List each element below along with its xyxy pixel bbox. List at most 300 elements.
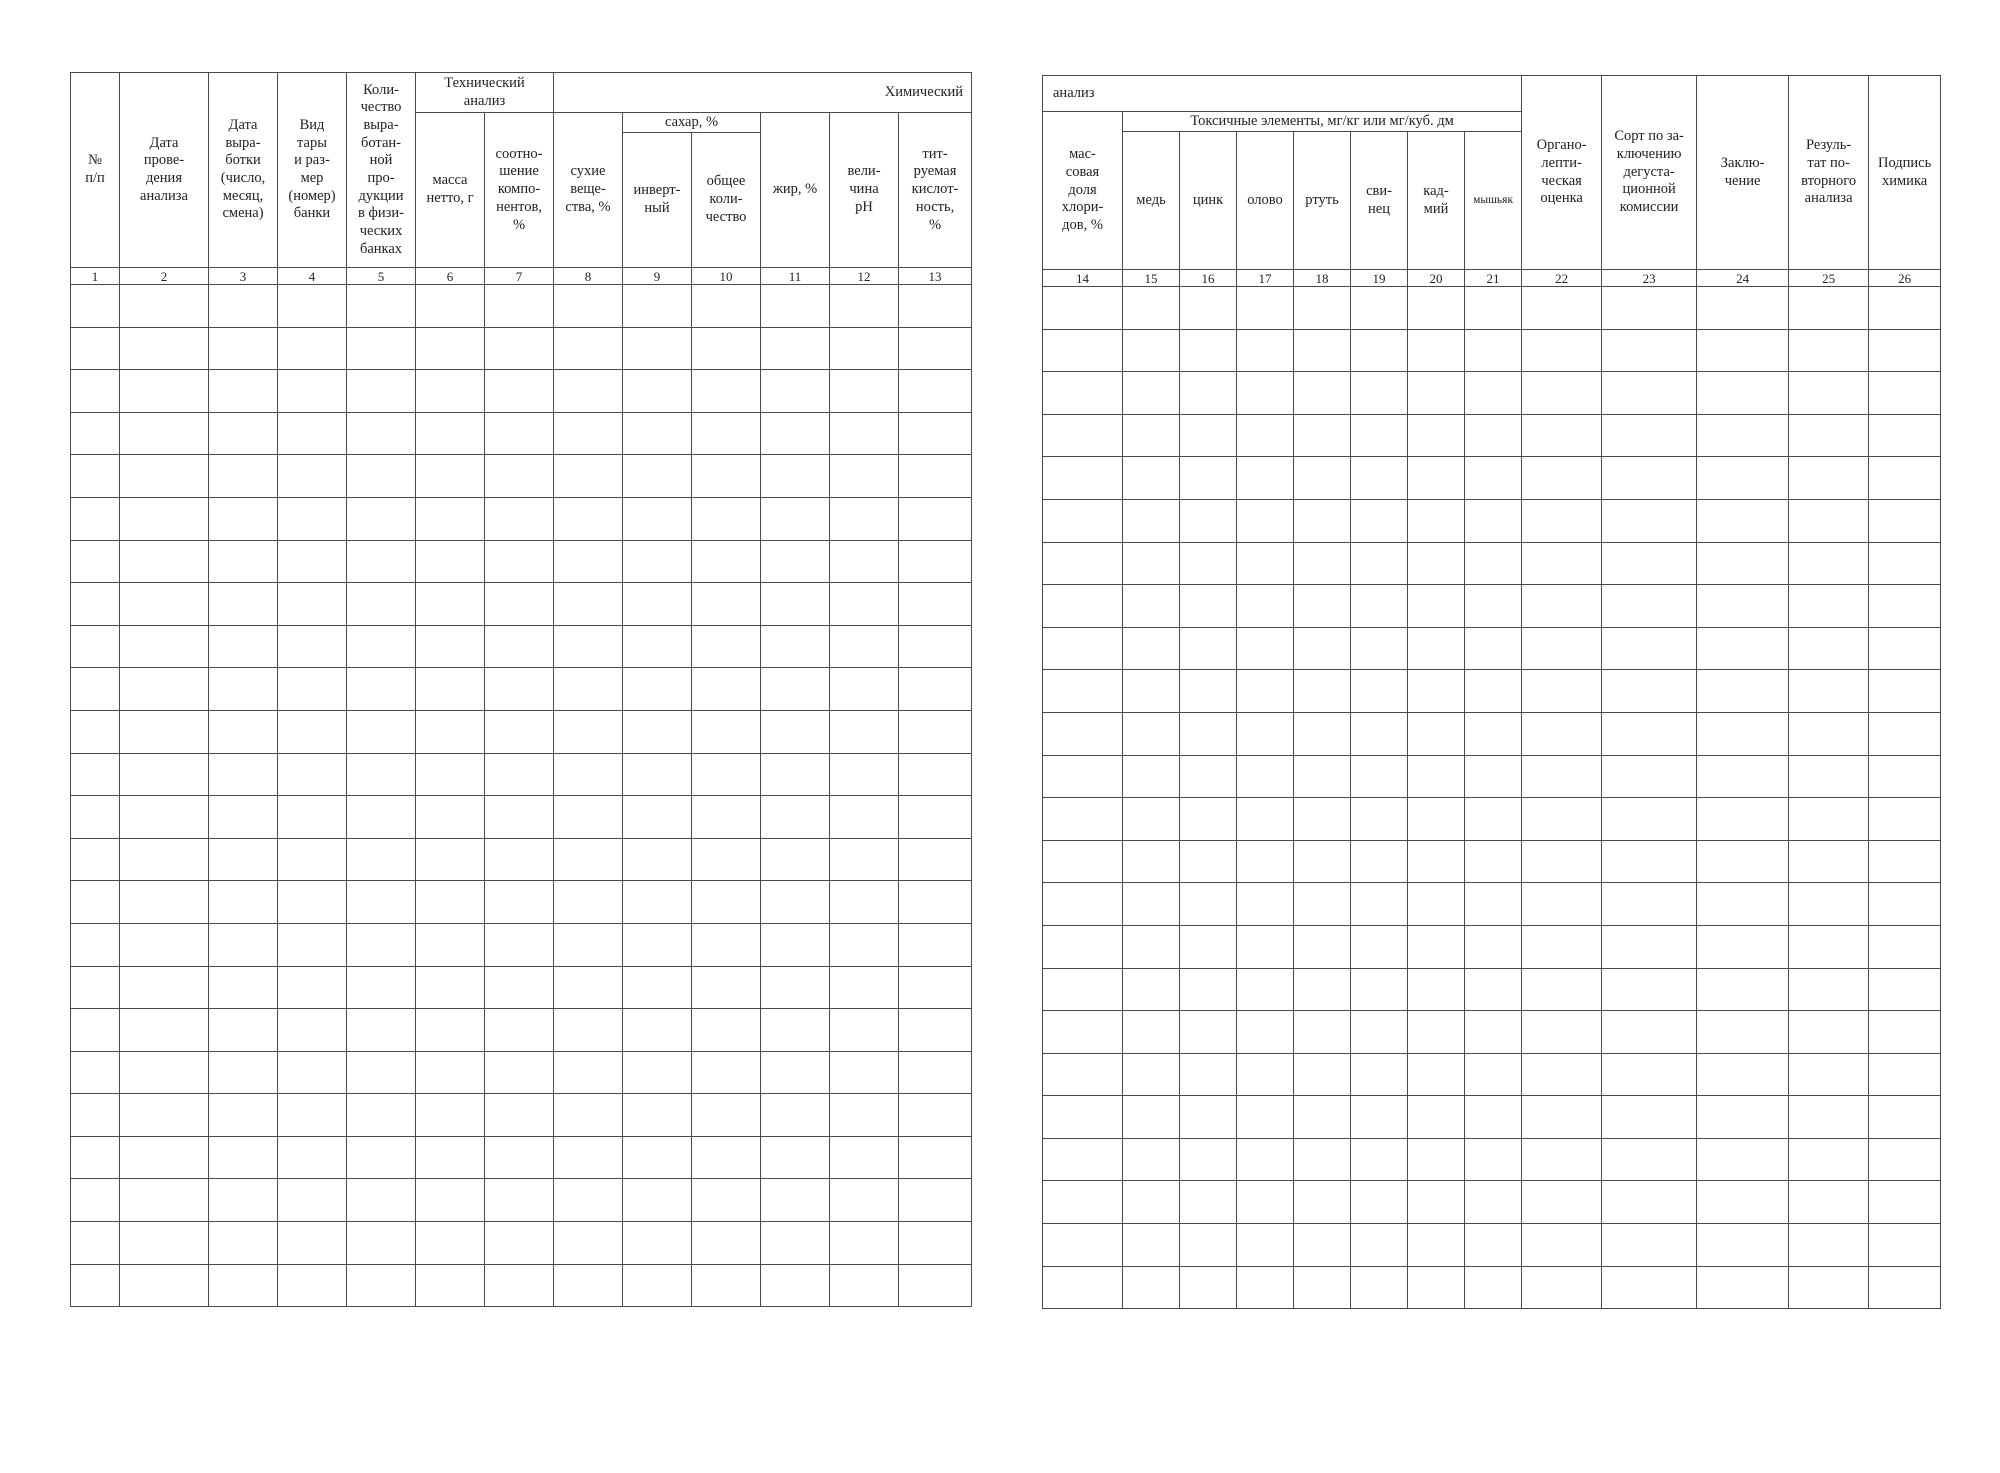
table-cell[interactable] xyxy=(1869,1138,1941,1181)
table-cell[interactable] xyxy=(1237,1224,1294,1267)
table-cell[interactable] xyxy=(1123,798,1180,841)
table-cell[interactable] xyxy=(554,881,623,924)
table-cell[interactable] xyxy=(1123,968,1180,1011)
table-cell[interactable] xyxy=(416,1222,485,1265)
table-cell[interactable] xyxy=(692,370,761,413)
table-cell[interactable] xyxy=(1237,329,1294,372)
table-cell[interactable] xyxy=(623,497,692,540)
table-cell[interactable] xyxy=(485,1222,554,1265)
table-cell[interactable] xyxy=(209,1179,278,1222)
table-cell[interactable] xyxy=(1465,287,1522,330)
table-cell[interactable] xyxy=(1237,457,1294,500)
table-cell[interactable] xyxy=(347,285,416,328)
table-cell[interactable] xyxy=(485,796,554,839)
table-cell[interactable] xyxy=(71,1179,120,1222)
table-cell[interactable] xyxy=(278,1179,347,1222)
table-cell[interactable] xyxy=(761,285,830,328)
table-cell[interactable] xyxy=(209,796,278,839)
table-cell[interactable] xyxy=(899,455,972,498)
table-cell[interactable] xyxy=(830,285,899,328)
table-cell[interactable] xyxy=(1294,329,1351,372)
table-cell[interactable] xyxy=(1294,1096,1351,1139)
table-cell[interactable] xyxy=(120,923,209,966)
table-cell[interactable] xyxy=(1602,883,1697,926)
table-cell[interactable] xyxy=(485,285,554,328)
table-cell[interactable] xyxy=(485,455,554,498)
table-cell[interactable] xyxy=(71,455,120,498)
table-cell[interactable] xyxy=(1237,627,1294,670)
table-cell[interactable] xyxy=(761,1136,830,1179)
table-cell[interactable] xyxy=(1465,968,1522,1011)
table-cell[interactable] xyxy=(120,540,209,583)
table-cell[interactable] xyxy=(209,710,278,753)
table-cell[interactable] xyxy=(1408,1011,1465,1054)
table-cell[interactable] xyxy=(692,1179,761,1222)
table-cell[interactable] xyxy=(623,710,692,753)
table-cell[interactable] xyxy=(1465,585,1522,628)
table-cell[interactable] xyxy=(278,1051,347,1094)
table-cell[interactable] xyxy=(71,796,120,839)
table-cell[interactable] xyxy=(1869,542,1941,585)
table-cell[interactable] xyxy=(1465,1224,1522,1267)
table-cell[interactable] xyxy=(278,753,347,796)
table-cell[interactable] xyxy=(1789,925,1869,968)
table-cell[interactable] xyxy=(1043,670,1123,713)
table-cell[interactable] xyxy=(623,796,692,839)
table-cell[interactable] xyxy=(416,1094,485,1137)
table-cell[interactable] xyxy=(1789,670,1869,713)
table-cell[interactable] xyxy=(761,753,830,796)
table-cell[interactable] xyxy=(1123,712,1180,755)
table-cell[interactable] xyxy=(209,1264,278,1307)
table-cell[interactable] xyxy=(1522,1181,1602,1224)
table-cell[interactable] xyxy=(899,966,972,1009)
table-cell[interactable] xyxy=(71,881,120,924)
table-cell[interactable] xyxy=(209,1009,278,1052)
table-cell[interactable] xyxy=(1180,670,1237,713)
table-cell[interactable] xyxy=(1522,1096,1602,1139)
table-cell[interactable] xyxy=(1465,542,1522,585)
table-cell[interactable] xyxy=(1697,1138,1789,1181)
table-cell[interactable] xyxy=(554,1009,623,1052)
table-cell[interactable] xyxy=(485,327,554,370)
table-cell[interactable] xyxy=(1602,798,1697,841)
table-cell[interactable] xyxy=(485,753,554,796)
table-cell[interactable] xyxy=(623,1051,692,1094)
table-cell[interactable] xyxy=(1123,372,1180,415)
table-cell[interactable] xyxy=(1408,329,1465,372)
table-cell[interactable] xyxy=(1408,968,1465,1011)
table-cell[interactable] xyxy=(120,1264,209,1307)
table-cell[interactable] xyxy=(1237,1138,1294,1181)
table-cell[interactable] xyxy=(485,710,554,753)
table-cell[interactable] xyxy=(485,540,554,583)
table-cell[interactable] xyxy=(692,668,761,711)
table-cell[interactable] xyxy=(1869,968,1941,1011)
table-cell[interactable] xyxy=(830,923,899,966)
table-cell[interactable] xyxy=(416,796,485,839)
table-cell[interactable] xyxy=(899,540,972,583)
table-cell[interactable] xyxy=(692,966,761,1009)
table-cell[interactable] xyxy=(1123,542,1180,585)
table-cell[interactable] xyxy=(899,1179,972,1222)
table-cell[interactable] xyxy=(692,1094,761,1137)
table-cell[interactable] xyxy=(692,540,761,583)
table-cell[interactable] xyxy=(278,668,347,711)
table-cell[interactable] xyxy=(1043,627,1123,670)
table-cell[interactable] xyxy=(1408,1138,1465,1181)
table-cell[interactable] xyxy=(1408,712,1465,755)
table-cell[interactable] xyxy=(1602,329,1697,372)
table-cell[interactable] xyxy=(1237,712,1294,755)
table-cell[interactable] xyxy=(1465,329,1522,372)
table-cell[interactable] xyxy=(1408,457,1465,500)
table-cell[interactable] xyxy=(1351,840,1408,883)
table-cell[interactable] xyxy=(1408,627,1465,670)
table-cell[interactable] xyxy=(120,753,209,796)
table-cell[interactable] xyxy=(278,1094,347,1137)
table-cell[interactable] xyxy=(1351,925,1408,968)
table-cell[interactable] xyxy=(1123,414,1180,457)
table-cell[interactable] xyxy=(71,370,120,413)
table-cell[interactable] xyxy=(1789,287,1869,330)
table-cell[interactable] xyxy=(347,370,416,413)
table-cell[interactable] xyxy=(485,1094,554,1137)
table-cell[interactable] xyxy=(1043,499,1123,542)
table-cell[interactable] xyxy=(1602,755,1697,798)
table-cell[interactable] xyxy=(347,753,416,796)
table-cell[interactable] xyxy=(761,497,830,540)
table-cell[interactable] xyxy=(830,668,899,711)
table-cell[interactable] xyxy=(1123,287,1180,330)
table-cell[interactable] xyxy=(1465,1266,1522,1309)
table-cell[interactable] xyxy=(1697,925,1789,968)
table-cell[interactable] xyxy=(1602,670,1697,713)
table-cell[interactable] xyxy=(899,710,972,753)
table-cell[interactable] xyxy=(209,923,278,966)
table-cell[interactable] xyxy=(623,583,692,626)
table-cell[interactable] xyxy=(278,540,347,583)
table-cell[interactable] xyxy=(1465,883,1522,926)
table-cell[interactable] xyxy=(1465,840,1522,883)
table-cell[interactable] xyxy=(1408,542,1465,585)
table-cell[interactable] xyxy=(485,1009,554,1052)
table-cell[interactable] xyxy=(1294,925,1351,968)
table-cell[interactable] xyxy=(71,540,120,583)
table-cell[interactable] xyxy=(761,881,830,924)
table-cell[interactable] xyxy=(1465,1011,1522,1054)
table-cell[interactable] xyxy=(899,881,972,924)
table-cell[interactable] xyxy=(1465,670,1522,713)
table-cell[interactable] xyxy=(761,668,830,711)
table-cell[interactable] xyxy=(1697,1096,1789,1139)
table-cell[interactable] xyxy=(692,923,761,966)
table-cell[interactable] xyxy=(1180,457,1237,500)
table-cell[interactable] xyxy=(416,370,485,413)
table-cell[interactable] xyxy=(485,923,554,966)
table-cell[interactable] xyxy=(1123,840,1180,883)
table-cell[interactable] xyxy=(485,370,554,413)
table-cell[interactable] xyxy=(554,1136,623,1179)
table-cell[interactable] xyxy=(416,540,485,583)
table-cell[interactable] xyxy=(1351,585,1408,628)
table-cell[interactable] xyxy=(899,1264,972,1307)
table-cell[interactable] xyxy=(623,668,692,711)
table-cell[interactable] xyxy=(1465,1181,1522,1224)
table-cell[interactable] xyxy=(1294,670,1351,713)
table-cell[interactable] xyxy=(1180,414,1237,457)
table-cell[interactable] xyxy=(1180,585,1237,628)
table-cell[interactable] xyxy=(1789,712,1869,755)
table-cell[interactable] xyxy=(761,1051,830,1094)
table-cell[interactable] xyxy=(1294,457,1351,500)
table-cell[interactable] xyxy=(830,1094,899,1137)
table-cell[interactable] xyxy=(1697,670,1789,713)
table-cell[interactable] xyxy=(1123,627,1180,670)
table-cell[interactable] xyxy=(485,1179,554,1222)
table-cell[interactable] xyxy=(623,1222,692,1265)
table-cell[interactable] xyxy=(554,1222,623,1265)
table-cell[interactable] xyxy=(1789,1096,1869,1139)
table-cell[interactable] xyxy=(120,412,209,455)
table-cell[interactable] xyxy=(554,497,623,540)
table-cell[interactable] xyxy=(1408,840,1465,883)
table-cell[interactable] xyxy=(120,1222,209,1265)
table-cell[interactable] xyxy=(120,668,209,711)
table-cell[interactable] xyxy=(761,540,830,583)
table-cell[interactable] xyxy=(1123,755,1180,798)
table-cell[interactable] xyxy=(692,327,761,370)
table-cell[interactable] xyxy=(692,881,761,924)
table-cell[interactable] xyxy=(1043,755,1123,798)
table-cell[interactable] xyxy=(830,753,899,796)
table-cell[interactable] xyxy=(1522,1224,1602,1267)
table-cell[interactable] xyxy=(554,1051,623,1094)
table-cell[interactable] xyxy=(120,881,209,924)
table-cell[interactable] xyxy=(761,710,830,753)
table-cell[interactable] xyxy=(1465,627,1522,670)
table-cell[interactable] xyxy=(1697,499,1789,542)
table-cell[interactable] xyxy=(347,668,416,711)
table-cell[interactable] xyxy=(71,1009,120,1052)
table-cell[interactable] xyxy=(485,412,554,455)
table-cell[interactable] xyxy=(209,1051,278,1094)
table-cell[interactable] xyxy=(1123,925,1180,968)
table-cell[interactable] xyxy=(416,838,485,881)
table-cell[interactable] xyxy=(1869,883,1941,926)
table-cell[interactable] xyxy=(1789,798,1869,841)
table-cell[interactable] xyxy=(1697,1181,1789,1224)
table-cell[interactable] xyxy=(1043,1224,1123,1267)
table-cell[interactable] xyxy=(830,327,899,370)
table-cell[interactable] xyxy=(1789,329,1869,372)
table-cell[interactable] xyxy=(485,668,554,711)
table-cell[interactable] xyxy=(416,966,485,1009)
table-cell[interactable] xyxy=(1697,755,1789,798)
table-cell[interactable] xyxy=(1789,840,1869,883)
table-cell[interactable] xyxy=(899,1094,972,1137)
table-cell[interactable] xyxy=(416,1051,485,1094)
table-cell[interactable] xyxy=(347,1179,416,1222)
table-cell[interactable] xyxy=(209,370,278,413)
table-cell[interactable] xyxy=(899,796,972,839)
table-cell[interactable] xyxy=(1351,457,1408,500)
table-cell[interactable] xyxy=(1697,840,1789,883)
table-cell[interactable] xyxy=(485,966,554,1009)
table-cell[interactable] xyxy=(1408,925,1465,968)
table-cell[interactable] xyxy=(623,881,692,924)
table-cell[interactable] xyxy=(1351,1181,1408,1224)
table-cell[interactable] xyxy=(209,966,278,1009)
table-cell[interactable] xyxy=(485,881,554,924)
table-cell[interactable] xyxy=(1351,542,1408,585)
table-cell[interactable] xyxy=(1237,287,1294,330)
table-cell[interactable] xyxy=(209,285,278,328)
table-cell[interactable] xyxy=(347,455,416,498)
table-cell[interactable] xyxy=(416,881,485,924)
table-cell[interactable] xyxy=(347,583,416,626)
table-cell[interactable] xyxy=(1237,499,1294,542)
table-cell[interactable] xyxy=(416,455,485,498)
table-cell[interactable] xyxy=(1602,1011,1697,1054)
table-cell[interactable] xyxy=(1408,414,1465,457)
table-cell[interactable] xyxy=(1123,1053,1180,1096)
table-cell[interactable] xyxy=(1408,1053,1465,1096)
table-cell[interactable] xyxy=(1869,1181,1941,1224)
table-cell[interactable] xyxy=(1237,414,1294,457)
table-cell[interactable] xyxy=(347,1094,416,1137)
table-cell[interactable] xyxy=(1522,457,1602,500)
table-cell[interactable] xyxy=(692,753,761,796)
table-cell[interactable] xyxy=(1602,499,1697,542)
table-cell[interactable] xyxy=(1697,798,1789,841)
table-cell[interactable] xyxy=(761,1094,830,1137)
table-cell[interactable] xyxy=(554,796,623,839)
table-cell[interactable] xyxy=(899,412,972,455)
table-cell[interactable] xyxy=(71,1094,120,1137)
table-cell[interactable] xyxy=(1602,925,1697,968)
table-cell[interactable] xyxy=(1351,1053,1408,1096)
table-cell[interactable] xyxy=(899,1009,972,1052)
table-cell[interactable] xyxy=(1789,883,1869,926)
table-cell[interactable] xyxy=(1237,372,1294,415)
table-cell[interactable] xyxy=(416,497,485,540)
table-cell[interactable] xyxy=(623,540,692,583)
table-cell[interactable] xyxy=(1869,1096,1941,1139)
table-cell[interactable] xyxy=(1522,883,1602,926)
table-cell[interactable] xyxy=(1351,883,1408,926)
table-cell[interactable] xyxy=(1237,1181,1294,1224)
table-cell[interactable] xyxy=(1180,1096,1237,1139)
table-cell[interactable] xyxy=(485,1051,554,1094)
table-cell[interactable] xyxy=(1180,1011,1237,1054)
table-cell[interactable] xyxy=(1522,1266,1602,1309)
table-cell[interactable] xyxy=(1465,372,1522,415)
table-cell[interactable] xyxy=(623,753,692,796)
table-cell[interactable] xyxy=(1123,883,1180,926)
table-cell[interactable] xyxy=(278,455,347,498)
table-cell[interactable] xyxy=(71,285,120,328)
table-cell[interactable] xyxy=(1869,1011,1941,1054)
table-cell[interactable] xyxy=(830,455,899,498)
table-cell[interactable] xyxy=(1869,1224,1941,1267)
table-cell[interactable] xyxy=(416,583,485,626)
table-cell[interactable] xyxy=(1602,457,1697,500)
table-cell[interactable] xyxy=(278,838,347,881)
table-cell[interactable] xyxy=(1180,1181,1237,1224)
table-cell[interactable] xyxy=(1408,585,1465,628)
table-cell[interactable] xyxy=(1602,968,1697,1011)
table-cell[interactable] xyxy=(1351,1138,1408,1181)
table-cell[interactable] xyxy=(1602,287,1697,330)
table-cell[interactable] xyxy=(692,285,761,328)
table-cell[interactable] xyxy=(1180,1224,1237,1267)
table-cell[interactable] xyxy=(1465,414,1522,457)
table-cell[interactable] xyxy=(830,1051,899,1094)
table-cell[interactable] xyxy=(1869,287,1941,330)
table-cell[interactable] xyxy=(1869,1266,1941,1309)
table-cell[interactable] xyxy=(1522,798,1602,841)
table-cell[interactable] xyxy=(1465,1053,1522,1096)
table-cell[interactable] xyxy=(830,796,899,839)
table-cell[interactable] xyxy=(1522,1011,1602,1054)
table-cell[interactable] xyxy=(1123,329,1180,372)
table-cell[interactable] xyxy=(830,966,899,1009)
table-cell[interactable] xyxy=(1180,798,1237,841)
table-cell[interactable] xyxy=(1294,287,1351,330)
table-cell[interactable] xyxy=(899,753,972,796)
table-cell[interactable] xyxy=(1408,1181,1465,1224)
table-cell[interactable] xyxy=(1697,627,1789,670)
table-cell[interactable] xyxy=(485,1264,554,1307)
table-cell[interactable] xyxy=(1869,755,1941,798)
table-cell[interactable] xyxy=(278,1264,347,1307)
table-cell[interactable] xyxy=(416,1179,485,1222)
table-cell[interactable] xyxy=(1465,1138,1522,1181)
table-cell[interactable] xyxy=(1522,414,1602,457)
table-cell[interactable] xyxy=(1180,627,1237,670)
table-cell[interactable] xyxy=(554,455,623,498)
table-cell[interactable] xyxy=(1602,1181,1697,1224)
table-cell[interactable] xyxy=(899,923,972,966)
table-cell[interactable] xyxy=(554,1264,623,1307)
table-cell[interactable] xyxy=(692,1222,761,1265)
table-cell[interactable] xyxy=(209,327,278,370)
table-cell[interactable] xyxy=(1522,755,1602,798)
table-cell[interactable] xyxy=(1869,414,1941,457)
table-cell[interactable] xyxy=(1408,670,1465,713)
table-cell[interactable] xyxy=(416,923,485,966)
table-cell[interactable] xyxy=(1043,925,1123,968)
table-cell[interactable] xyxy=(347,1009,416,1052)
table-cell[interactable] xyxy=(1237,542,1294,585)
table-cell[interactable] xyxy=(416,668,485,711)
table-cell[interactable] xyxy=(830,497,899,540)
table-cell[interactable] xyxy=(1294,1138,1351,1181)
table-cell[interactable] xyxy=(1043,372,1123,415)
table-cell[interactable] xyxy=(1237,798,1294,841)
table-cell[interactable] xyxy=(485,497,554,540)
table-cell[interactable] xyxy=(1180,1266,1237,1309)
table-cell[interactable] xyxy=(209,540,278,583)
table-cell[interactable] xyxy=(1123,585,1180,628)
table-cell[interactable] xyxy=(1123,670,1180,713)
table-cell[interactable] xyxy=(1043,585,1123,628)
table-cell[interactable] xyxy=(1123,1011,1180,1054)
table-cell[interactable] xyxy=(761,966,830,1009)
table-cell[interactable] xyxy=(1789,585,1869,628)
table-cell[interactable] xyxy=(830,540,899,583)
